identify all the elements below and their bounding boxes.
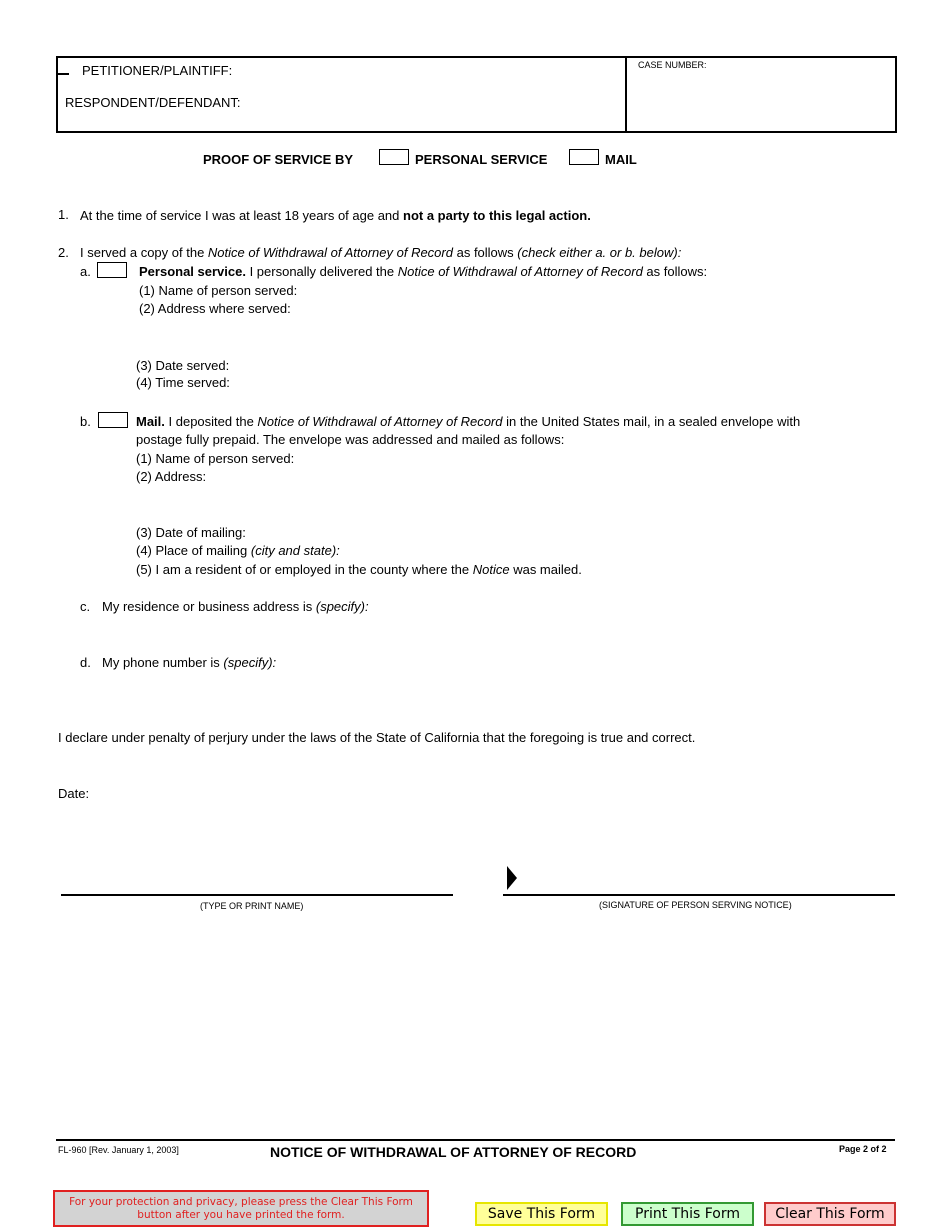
personal-service-a-checkbox[interactable] — [97, 262, 127, 278]
save-button[interactable]: Save This Form — [475, 1202, 608, 1226]
item2a-address-field-label: (2) Address where served: — [139, 301, 291, 316]
item2-number: 2. — [58, 245, 69, 260]
respondent-label: RESPONDENT/DEFENDANT: — [65, 95, 241, 110]
signature-line — [503, 894, 895, 896]
proof-of-service-label: PROOF OF SERVICE BY — [203, 152, 354, 167]
mail-label: MAIL — [605, 152, 637, 167]
item2b-text-line2: postage fully prepaid. The envelope was addressed and mailed as follows: — [136, 432, 565, 447]
item2d-letter: d. — [80, 655, 91, 670]
print-button[interactable]: Print This Form — [621, 1202, 754, 1226]
declaration-text: I declare under penalty of perjury under the laws of the State of California that the foregoing is true and correct. — [58, 730, 696, 745]
personal-service-checkbox[interactable] — [379, 149, 409, 165]
item2c-text: My residence or business address is (specify): — [102, 599, 369, 614]
item2b-resident-statement: (5) I am a resident of or employed in the county where the Notice was mailed. — [136, 562, 582, 577]
item2a-text: Personal service. I personally delivered the Notice of Withdrawal of Attorney of Record as follows: — [139, 264, 708, 279]
item2a-letter: a. — [80, 264, 91, 279]
signature-arrow-icon — [507, 866, 517, 890]
corner-tick — [57, 73, 69, 75]
date-label: Date: — [58, 786, 90, 801]
caption-divider — [625, 56, 627, 131]
item2b-text: Mail. I deposited the Notice of Withdrawal of Attorney of Record in the United States mail, in a sealed envelope with — [136, 414, 801, 429]
mail-checkbox[interactable] — [569, 149, 599, 165]
form-id: FL-960 [Rev. January 1, 2003] — [58, 1145, 179, 1155]
item1-number: 1. — [58, 207, 69, 222]
item2b-name-field-label: (1) Name of person served: — [136, 451, 295, 466]
item2a-name-field-label: (1) Name of person served: — [139, 283, 298, 298]
name-line — [61, 894, 453, 896]
petitioner-label: PETITIONER/PLAINTIFF: — [82, 63, 233, 78]
item2-text: I served a copy of the Notice of Withdrawal of Attorney of Record as follows (check either a. or b. below): — [80, 245, 682, 260]
item2c-letter: c. — [80, 599, 91, 614]
page-number: Page 2 of 2 — [839, 1144, 887, 1154]
clear-button[interactable]: Clear This Form — [764, 1202, 896, 1226]
name-caption: (TYPE OR PRINT NAME) — [200, 901, 304, 911]
item2d-text: My phone number is (specify): — [102, 655, 277, 670]
mail-b-checkbox[interactable] — [98, 412, 128, 428]
case-number-label: CASE NUMBER: — [638, 60, 707, 70]
item2a-date-field-label: (3) Date served: — [136, 358, 230, 373]
item2b-place-field-label: (4) Place of mailing (city and state): — [136, 543, 340, 558]
item2b-letter: b. — [80, 414, 91, 429]
item1-text: At the time of service I was at least 18 years of age and not a party to this legal action. — [80, 208, 591, 223]
signature-caption: (SIGNATURE OF PERSON SERVING NOTICE) — [599, 900, 792, 910]
personal-service-label: PERSONAL SERVICE — [415, 152, 548, 167]
privacy-notice: For your protection and privacy, please press the Clear This Form button after you have printed the form. — [53, 1190, 429, 1227]
footer-rule — [56, 1139, 895, 1141]
footer-title: NOTICE OF WITHDRAWAL OF ATTORNEY OF RECORD — [270, 1144, 637, 1160]
item2b-address-field-label: (2) Address: — [136, 469, 207, 484]
item2a-time-field-label: (4) Time served: — [136, 375, 230, 390]
item2b-date-field-label: (3) Date of mailing: — [136, 525, 246, 540]
